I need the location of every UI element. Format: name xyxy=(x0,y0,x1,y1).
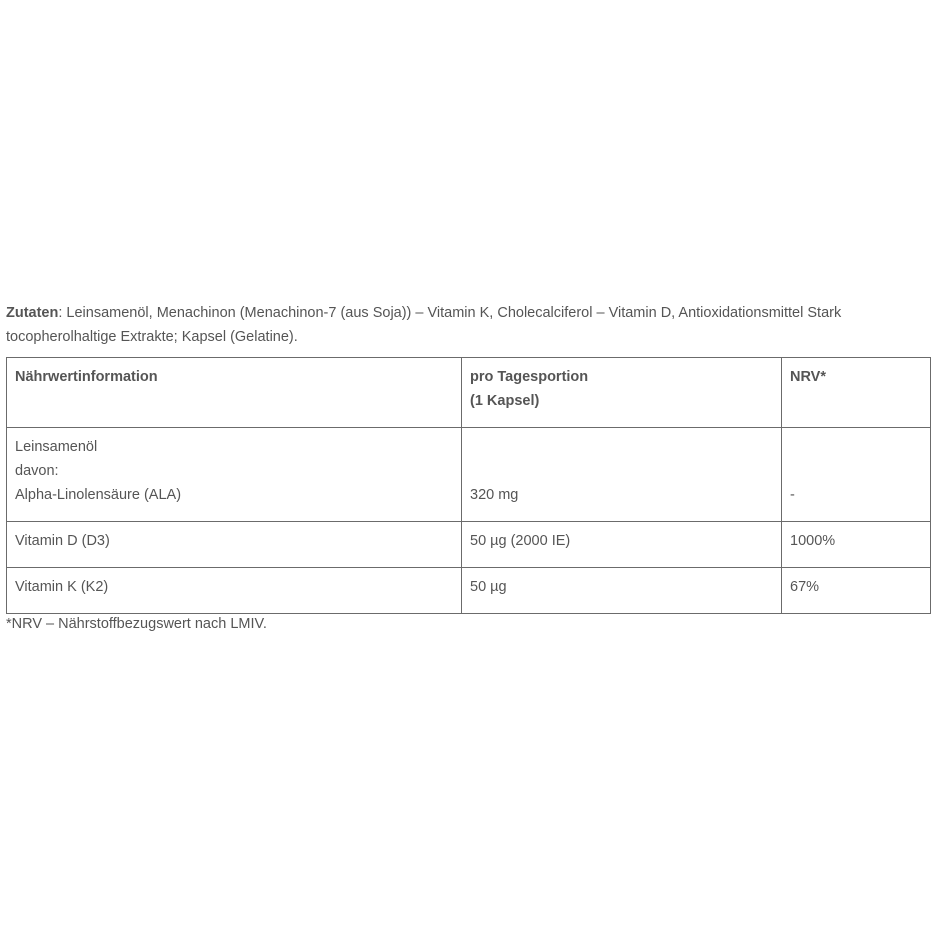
cell-nutrient-name xyxy=(7,428,462,522)
nrv-footnote: *NRV – Nährstoffbezugswert nach LMIV. xyxy=(6,616,267,632)
header-nutrition-info: Nährwertinformation xyxy=(7,358,462,428)
table-header-row xyxy=(7,358,931,428)
cell-nrv: 1000% xyxy=(782,522,931,568)
header-nrv: NRV* xyxy=(782,358,931,428)
cell-nrv xyxy=(782,428,931,522)
ingredients-list: : Leinsamenöl, Menachinon (Menachinon-7 (aus Soja)) – Vitamin K, Cholecalciferol – Vitamin D, Antioxidationsmittel Stark tocopherolhaltige Extrakte; Kapsel (Gelatine). xyxy=(6,305,842,345)
cell-amount: 50 µg xyxy=(462,568,782,614)
amount-value: 320 mg xyxy=(470,487,519,503)
nutrient-name-line1: Leinsamenöl xyxy=(15,439,98,455)
nutrient-name-line2: davon: xyxy=(15,463,59,479)
nutrition-table xyxy=(6,357,931,614)
cell-nutrient-name: Vitamin K (K2) xyxy=(7,568,462,614)
header-per-portion-line2: (1 Kapsel) xyxy=(470,393,540,409)
table-row xyxy=(7,568,931,614)
table-row xyxy=(7,428,931,522)
header-per-portion xyxy=(462,358,782,428)
cell-amount xyxy=(462,428,782,522)
header-per-portion-line1: pro Tagesportion xyxy=(470,369,589,385)
ingredients-label: Zutaten xyxy=(6,305,59,321)
ingredients-text xyxy=(6,301,936,349)
cell-nutrient-name: Vitamin D (D3) xyxy=(7,522,462,568)
nrv-value: - xyxy=(790,487,795,503)
nutrient-name-line3: Alpha-Linolensäure (ALA) xyxy=(15,487,182,503)
cell-nrv: 67% xyxy=(782,568,931,614)
table-row xyxy=(7,522,931,568)
cell-amount: 50 µg (2000 IE) xyxy=(462,522,782,568)
